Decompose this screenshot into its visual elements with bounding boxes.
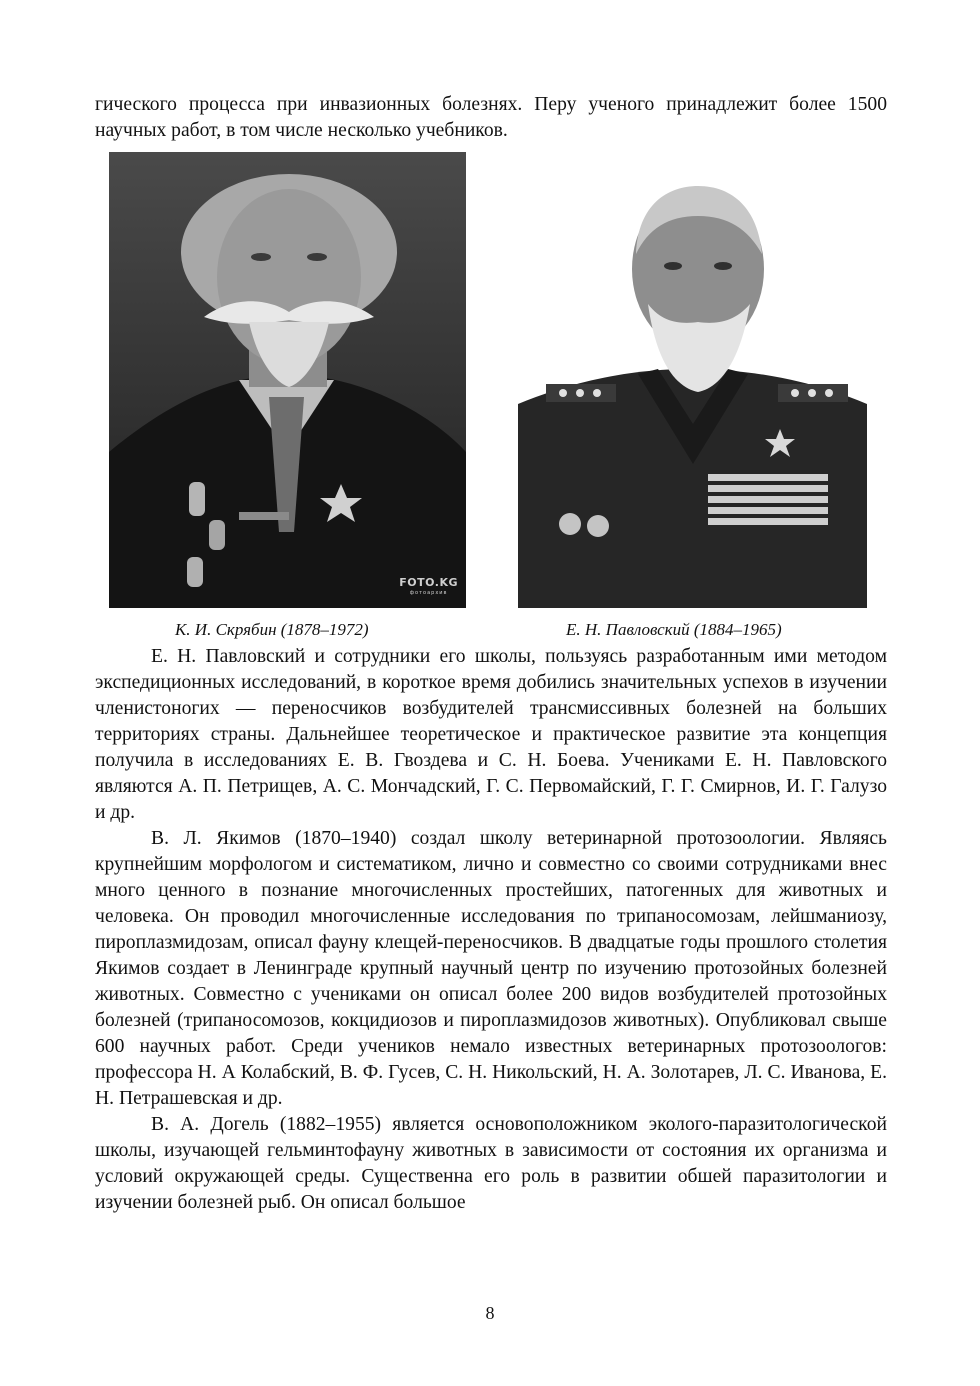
portrait-pavlovsky-photo [518, 174, 867, 608]
caption-pavlovsky: Е. Н. Павловский (1884–1965) [566, 620, 782, 639]
portrait-figures [95, 152, 887, 644]
photo-watermark: FOTO.KG фотоархив [399, 576, 458, 596]
caption-skryabin: К. И. Скрябин (1878–1972) [175, 620, 369, 639]
paragraph-pavlovsky: Е. Н. Павловский и сотрудники его школы, пользуясь разработанным ими методом экспедиционных исследований, в короткое время добились значительных успехов в изучении членистоногих — переносчиков возбудителей трансмиссивных болезней на больших территориях страны. Дальнейшее теоретическое и практическое развитие эта концепция получила в исследованиях Е. В. Гвоздева и С. Н. Боева. Учениками Е. Н. Павловского являются А. П. Петрищев, А. С. Мончадский, Г. С. Первомайский, Г. Г. Смирнов, И. Г. Галузо и др. [95, 646, 887, 823]
portrait-skryabin-photo [109, 152, 466, 608]
paragraph-dogel: В. А. Догель (1882–1955) является основоположником эколого-паразитологической школы, изучающей гельминтофауну животных в зависимости от состояния их организма и условий окружающей среды. Существенна его роль в развитии обшей паразитологии и изучении болезней рыб. Он описал большое [95, 1114, 887, 1213]
page-content [95, 92, 887, 1216]
paragraph-intro: гического процесса при инвазионных болезнях. Перу ученого принадлежит более 1500 научных работ, в том числе несколько учебников. [95, 94, 887, 141]
page-number: 8 [485, 1303, 495, 1323]
paragraph-yakimov: В. Л. Якимов (1870–1940) создал школу ветеринарной протозоологии. Являясь крупнейшим морфологом и систематиком, лично и совместно со своими сотрудниками внес много ценного в познание многочисленных простейших, патогенных для животных и человека. Он проводил многочисленные исследования по трипаносомозам, лейшманиозу, пироплазмидозам, описал фауну клещей-переносчиков. В двадцатые годы прошлого столетия Якимов создает в Ленинграде крупный научный центр по изучению протозойных болезней животных. Совместно с учениками он описал более 200 видов возбудителей протозойных болезней (трипаносомозов, кокцидиозов и пироплазмидозов животных). Опубликовал свыше 600 научных работ. Среди учеников немало известных ветеринарных протозоологов: профессора Н. А Колабский, В. Ф. Гусев, С. Н. Никольский, Н. А. Золотарев, Л. С. Иванова, Е. Н. Петрашевская и др. [95, 828, 887, 1109]
